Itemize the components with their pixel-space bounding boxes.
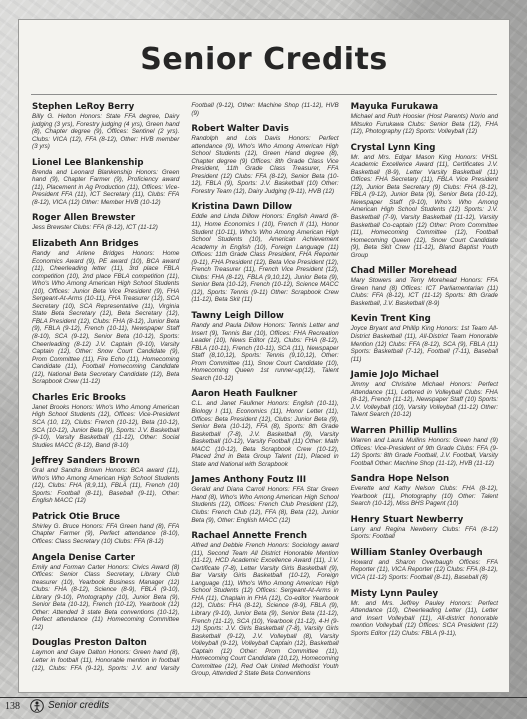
senior-name: Lionel Lee Blankenship xyxy=(32,157,144,168)
senior-name: Rachael Annette French xyxy=(191,531,307,542)
senior-credits-text: Larry and Regina Newberry Clubs: FFA (8-12) Sports: Football xyxy=(350,525,498,541)
senior-credits-text: Shirley G. Bruce Honors: FFA Green hand (8), FFA Chapter Farmer (9), Perfect attendance (8-10), Offices: Class Secretary (10) Clubs: FFA (8-12) xyxy=(32,522,180,545)
senior-entry xyxy=(351,426,498,467)
senior-credits-text: Joyce Bryant and Phillip King Honors: 1st Team All-District Basketball (11), All-District Team Honorable Mention (12) Clubs: FFA (8-12), SCA (9), FBLA (11) Sports: Basketball (7-12), Football (7-11), Baseball (11) xyxy=(350,325,498,363)
senior-credits-text: Emily and Forman Carter Honors: Civics Award (8) Offices: Senior Class Secretary, Library Club treasurer (10), Yearbook Business Manager (12) Clubs: FHA (8-12), Science (8-9), FBLA (9-10), Library (9-10), Photography (10), Junior Beta (9), Senior Beta (10-12), French (10-12), Yearbook (12) Other: Attended 3 state Beta conventions (10-12), Perfect attendance (11) Homecoming Committee (12) xyxy=(32,563,180,631)
senior-name: Tawny Leigh Dillow xyxy=(191,311,284,322)
senior-name: Charles Eric Brooks xyxy=(32,392,126,403)
senior-name: Kristina Dawn Dillow xyxy=(191,202,293,213)
senior-entry xyxy=(351,515,498,541)
senior-entry xyxy=(32,239,179,386)
senior-name: Kevin Trent King xyxy=(350,314,431,325)
page-sheet xyxy=(19,20,509,692)
footer-divider xyxy=(0,697,527,698)
senior-entry xyxy=(351,589,498,638)
senior-entry xyxy=(351,266,498,307)
senior-entry xyxy=(32,456,179,505)
senior-credits-text: Janet Brooks Honors: Who's Who Among American High School Students (12), Offices: Vice-President SCA (10, 12), Clubs: French (10-12), Beta (10-12), SCA (10-12), Junior Beta (9), Sports: J.V. Basketball (9-10), Varsity Basketball (11-12), Other: Social Studies MACC (8-12), Band (8-10) xyxy=(32,403,180,449)
senior-entry xyxy=(351,314,498,363)
senior-name: Sandra Hope Nelson xyxy=(350,474,450,485)
senior-entry xyxy=(191,531,338,678)
page-number: 138 xyxy=(5,701,20,712)
senior-entry xyxy=(351,102,498,136)
senior-credits-text: Mary Stowers and Terry Morehead Honors: FFA Green hand (8) Offices: ICT Parliamentarian (11) Clubs: FFA (8-12), ICT (11-12) Sports: 8th Grade Basketball, J.V. Basketball (8-9) xyxy=(350,277,498,307)
senior-name: Patrick Otie Bruce xyxy=(32,511,120,522)
senior-credits-text: Gerald and Diana Carroll Honors: FFA Star Green Hand (8), Who's Who Among American High School Students (12), Offices: French Club President (12), Clubs: French Club (12), FFA (8), Beta (12), Junior Beta (9), Other: English MACC (12) xyxy=(191,486,339,524)
senior-name: Misty Lynn Pauley xyxy=(350,588,439,599)
senior-credits-text: Eddie and Linda Dillow Honors: English Award (8-11), Home Economics I (10), French II (11), Honor Student (10-11), Who's Who Among American High School Students (10), American Achievement Academy in English (10), Foreign Language (11) Offices: 11th Grade Class President, FHA Reporter (9-11), FHA President (12), Beta Vice President (12), French Treasurer (11), French Vice President (12), Clubs: FHA (8-12), FBLA (9,10,12), Junior Beta (9), Senior Beta (10-12), French (10-12), Science MACC (12), Sports: Tennis (9-11) Other: Scrapbook Crew (11-12), Beta Skit (11) xyxy=(191,213,339,304)
senior-credits-text: Billy G. Helton Honors: State FFA degree, Dairy judging (3 yrs), Forestry judging (4 yrs), Green hand (8), Chapter degree (9), Offices: Sentinel (2 yrs). Clubs: VICA (12), FFA (8-12), Other: HVB member (3 yrs) xyxy=(32,113,180,151)
senior-credits-text: C.L. and Janet Faulkner Honors: English (10-11), Biology I (11), Economics (11), Honor Letter (11), Offices: Beta President (12), Clubs: Junior Beta (9), Senior Beta (10-12), FFA (8), Sports: 8th Grade Basketball (7-8), J.V. Basketball (9), Varsity Basketball (10-12), Varsity Football (11) Other: Math MACC (10-12), Beta Scrapbook Crew (10-12), Placed 2nd in Beta Group Talent (11), Placed in State and National with Scrapbook xyxy=(191,400,339,468)
senior-credits-text: Randy and Paula Dillow Honors: Tennis Letter and Insert (9), Tennis Bar (10), Offices: FHA Recreation Leader (10), News Editor (12), Clubs: FHA (8-12), FBLA (10-11), French (10-11), SCA (11), Newspaper Staff (8,10,12), Sports: Tennis (9,10,12), Other: Prom Committee (11), Snow Court Candidate (10), Homecoming Queen 1st runner-up(12), Talent Search (10-12) xyxy=(191,322,339,382)
senior-entry xyxy=(351,143,498,260)
senior-entry xyxy=(32,393,179,449)
senior-credits-text: Alfred and Debbie French Honors: Sociology award (11), Second Team All District Honorable Mention (11-12), HCD Academic Excellence Award (11), J.V. Certificate (7-8), Letter Varsity Girls Basketball (9), Bar Varsity Girls Basketball (10-12), Foreign Language (11), Who's Who Among American High School Students (12) Offices: Sergeant-At-Arms in FHA (11), Chaplain in FHA (12), Co-editor Yearbook (12), Clubs: FHA (8-12), Science (8-9), FBLA (9), Library (9-10), Junior Beta (9), Senior Beta (11-12), French (11-12), SCA (10), Yearbook (11-12), 4-H (9-12) Sports: J.V. Girls Basketball (7-8), Varsity Girls Basketball (9-12), J.V. Volleyball (8), Varsity Volleyball (9-12), Volleyball Captain (12), Basketball Captain (12) Other: Prom Committee (11), Homecoming Court Candidate (10,12), Homecoming Committee (12), Red Oak United Methodist Youth Group, Attended 2 State Beta Conventions xyxy=(191,542,339,678)
senior-name: Stephen LeRoy Berry xyxy=(32,102,135,112)
senior-name: Aaron Heath Faulkner xyxy=(191,389,298,400)
senior-credits-text: Mr. and Mrs. Edgar Mason King Honors: VHSL Academic Excellence Award (11), Certificates J.V. Basketball (8-9), Letter Varsity Basketball (11) Offices: FHA Secretary (11), FBLA Vice President (12), Junior Beta Secretary (9) Clubs: FHA (8-12), FBLA (9-12), Junior Beta (9), Senior Beta (10-12), Newspaper Staff (9-10), Who's Who Among American High School Students (12) Sports: J.V. Basketball (7-9), Varsity Basketball (11-12), Varsity Basketball Co-captain (12) Other: Prom Committee (11), Homecoming Committee (12), Football Homecoming Queen (12), Snow Court Candidate (9), Beta Skit Crew (11-12), Bland Baptist Youth Group xyxy=(350,153,498,259)
senior-entry xyxy=(351,370,498,419)
senior-name: Henry Stuart Newberry xyxy=(350,514,464,525)
senior-name: Elizabeth Ann Bridges xyxy=(32,239,139,250)
title-divider xyxy=(31,94,497,95)
senior-entry xyxy=(191,311,338,382)
senior-credits-text: Jess Brewster Clubs: FFA (8-12), ICT (11-12) xyxy=(32,224,158,232)
senior-entry xyxy=(191,202,338,304)
senior-name: Chad Miller Morehead xyxy=(350,266,457,277)
senior-name: Warren Phillip Mullins xyxy=(350,425,458,436)
credits-columns xyxy=(32,102,498,682)
section-label: Senior credits xyxy=(48,700,110,711)
senior-credits-text: Randolph and Lois Davis Honors: Perfect attendance (9), Who's Who Among American High School Students (12), Green Hand degree (8), Chapter degree (9) Offices: 8th Grade Class Vice President, 11th Grade Class Treasurer, FFA President (12) Clubs: FFA (8-12), Senior Beta (10-12), FBLA (9), Sports: J.V. Basketball (10) Other: Forestry Team (12), Dairy Judging (9-11), HVB (12) xyxy=(191,135,339,195)
senior-name: Robert Walter Davis xyxy=(191,124,289,135)
page-title: Senior Credits xyxy=(140,42,388,77)
senior-entry xyxy=(32,213,179,232)
senior-name: Mayuka Furukawa xyxy=(350,102,439,112)
senior-credits-text: Mr. and Mrs. Jeffrey Pauley Honors: Perfect Attendance (10), Cheerleading Letter (11), Letter and Insert Volleyball (11), All-district honorable mention Volleyball (12) Offices: SCA President (12) Sports Editor (12) Clubs: FBLA (9-11), xyxy=(350,599,498,637)
senior-entry xyxy=(32,158,179,207)
figure-icon xyxy=(30,699,44,713)
senior-credits-text: Laymon and Gaye Dalton Honors: Green hand (8), Letter in football (11), Honorable mention in football (12), Clubs: FFA (9-12), Sports: J.V. and Varsity Football (9-12), Other: Machine Shop (11-12), HVB (9) xyxy=(32,102,339,672)
senior-name: James Anthony Foutz III xyxy=(191,475,307,486)
senior-credits-text: Jimmy and Christine Michael Honors: Perfect Attendance (11), Lettered in Volleyball Clubs: FHA (8-12), French (11-12), Newspaper Staff (10) Sports: J.V. Volleyball (10), Varsity Volleyball (11-12) Other: Talent Search (10-12) xyxy=(350,381,498,419)
senior-name: Angela Denise Carter xyxy=(32,552,135,563)
senior-name: Jeffrey Sanders Brown xyxy=(32,456,140,467)
senior-credits-text: Howard and Sharon Overbaugh Offices: FFA Reporter (11), VICA Reporter (12) Clubs: FFA (8-12), VICA (11-12) Sports: Football (8-11), Baseball (8) xyxy=(350,558,498,581)
senior-credits-text: Warren and Laura Mullins Honors: Green hand (9) Offices: Vice-President of 9th Grade Clubs: FFA (9-12) Sports: 8th Grade Football, J.V. Football, Varsity Football Other: Machine Shop (11-12), HVB (11-12) xyxy=(350,436,498,467)
senior-credits-text: Everette and Kathy Nelson Clubs: FHA (8-12), Yearbook (11), Photography (10) Other: Talent Search (10-12), Miss BHS Pagent (10) xyxy=(350,485,498,508)
senior-entry xyxy=(32,102,179,151)
senior-credits-text: Gral and Sandra Brown Honors: BCA award (11), Who's Who Among American High School Students (12), Clubs: FHA (8,9,11), FBLA (11), French (10) Sports: Football (8-11), Baseball (9-11), Other: English MACC (12) xyxy=(32,467,180,505)
senior-entry xyxy=(191,124,338,195)
senior-name: Jamie JoJo Michael xyxy=(350,370,439,381)
senior-name: Roger Allen Brewster xyxy=(32,213,136,224)
senior-name: Crystal Lynn King xyxy=(350,142,436,153)
senior-entry xyxy=(351,474,498,508)
senior-entry xyxy=(32,512,179,546)
senior-entry xyxy=(191,389,338,468)
senior-credits-text: Randy and Arlene Bridges Honors: Home Economics Award (9), PE award (10), BCA award (11), Cheerleading letter (11), 3rd place FBLA competition (10), 2nd place FBLA competition (11), Who's Who Among American High School Students (10), Offices: Junior Beta Vice President (9), FHA Sergeant-At-Arms (10-11), FHA Treasurer (12), SCA Secretary (10), SCA Representative (11), Virginia State Beta Secretary (12), Beta Secretary (12), FBLA President (12), Clubs: FHA (8-12), Junior Beta (9), FBLA (9-12), French (10-11), Newspaper Staff (8-10), SCA (9-12), Senior Beta (10-12), Sports: Cheerleading (8-12) J.V. Captain (9-10), Varsity Captain (12), Other: Snow Court Candidate (9), Prom Committee (11), Fire Echo (11), Homecoming Candidate (11), Football Homecoming Candidate (12), National Beta Secretary Candidate (12), Beta Scrapbook Crew (11-12) xyxy=(32,250,180,386)
senior-entry xyxy=(32,553,179,632)
senior-credits-text: Brenda and Leonard Blankenship Honors: Green hand (9), Chapter Farmer (9), Proficiency award (11), Placement in Ag Production (11), Offices: Vice-President FFA (11), ICT Secretary (11), Clubs: FFA (8-12), VICA (12) Other: Member HVB (10-12) xyxy=(32,168,180,206)
senior-entry xyxy=(191,475,338,524)
senior-entry xyxy=(351,548,498,582)
senior-name: Douglas Preston Dalton xyxy=(32,638,147,649)
senior-credits-text: Michael and Ruth Hoosier (Host Parents) Norio and Mitsuko Furukawa Clubs: Senior Beta (12), FHA (12), Photography (12) Sports: Volleyball (12) xyxy=(350,113,498,136)
senior-name: William Stanley Overbaugh xyxy=(350,547,483,558)
